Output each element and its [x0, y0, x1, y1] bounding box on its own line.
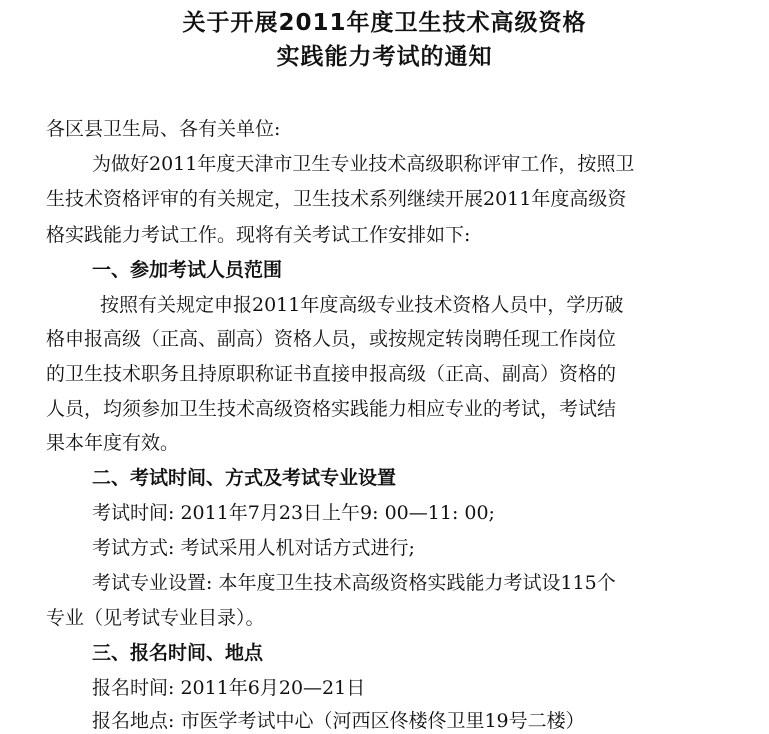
section-3-heading: 三、报名时间、地点: [92, 642, 264, 664]
exam-subjects-line-2: 专业（见考试专业目录）。: [46, 607, 265, 629]
document-title-line-1: 关于开展2011年度卫生技术高级资格: [182, 10, 587, 36]
document-title-line-2: 实践能力考试的通知: [276, 44, 493, 70]
salutation: 各区县卫生局、各有关单位:: [46, 118, 281, 140]
registration-time: 报名时间: 2011年6月20—21日: [92, 677, 366, 699]
section-1-line-3: 的卫生技术职务且持原职称证书直接申报高级（正高、副高）资格的: [46, 363, 617, 385]
intro-line-3: 格实践能力考试工作。现将有关考试工作安排如下:: [46, 224, 471, 246]
section-1-heading: 一、参加考试人员范围: [92, 259, 283, 281]
section-1-line-1: 按照有关规定申报2011年度高级专业技术资格人员中，学历破: [100, 294, 624, 316]
exam-method: 考试方式: 考试采用人机对话方式进行;: [92, 537, 415, 559]
exam-subjects-line-1: 考试专业设置: 本年度卫生技术高级资格实践能力考试设115个: [92, 572, 616, 594]
intro-line-2: 生技术资格评审的有关规定，卫生技术系列继续开展2011年度高级资: [46, 188, 627, 210]
section-1-line-2: 格申报高级（正高、副高）资格人员，或按规定转岗聘任现工作岗位: [46, 328, 617, 350]
section-2-heading: 二、考试时间、方式及考试专业设置: [92, 467, 397, 489]
registration-place: 报名地点: 市医学考试中心（河西区佟楼佟卫里19号二楼）: [92, 710, 585, 732]
intro-line-1: 为做好2011年度天津市卫生专业技术高级职称评审工作，按照卫: [92, 153, 635, 175]
section-1-line-4: 人员，均须参加卫生技术高级资格实践能力相应专业的考试，考试结: [46, 398, 617, 420]
exam-time: 考试时间: 2011年7月23日上午9: 00—11: 00;: [92, 502, 495, 524]
section-1-line-5: 果本年度有效。: [46, 432, 180, 454]
